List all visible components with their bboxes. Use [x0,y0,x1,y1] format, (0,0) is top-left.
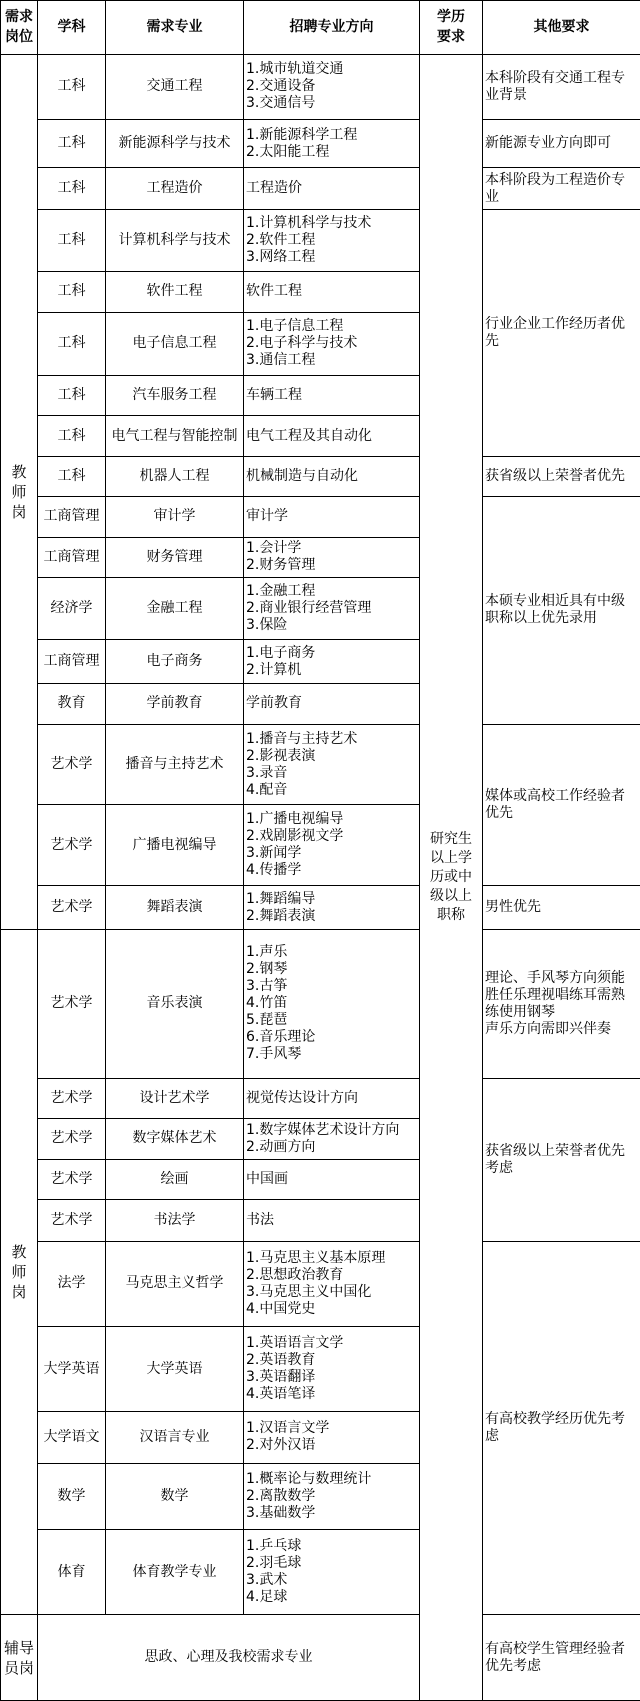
direction-item: 1.马克思主义基本原理 [246,1249,386,1266]
direction-cell [244,640,420,684]
other-requirement-cell [483,886,640,930]
major-cell: 马克思主义哲学 [106,1241,244,1326]
direction-item: 电气工程及其自动化 [246,427,372,444]
counselor-major-cell: 思政、心理及我校需求专业 [38,1615,420,1701]
direction-cell [244,1200,420,1242]
discipline-cell: 教育 [38,684,106,724]
discipline-cell: 工科 [38,375,106,415]
discipline-cell: 艺术学 [38,1078,106,1118]
major-cell: 工程造价 [106,168,244,210]
direction-item: 3.基础数学 [246,1504,316,1521]
direction-item: 书法 [246,1211,274,1228]
header-discipline: 学科 [38,1,106,55]
major-cell: 电气工程与智能控制 [106,416,244,456]
table-row [1,209,640,271]
direction-cell [244,1412,420,1463]
other-requirement-text: 本科阶段有交通工程专业背景 [485,69,625,103]
direction-item: 2.英语教育 [246,1352,316,1368]
direction-item: 2.交通设备 [246,78,316,95]
discipline-cell: 经济学 [38,578,106,640]
direction-item: 3.古筝 [246,978,288,995]
major-cell: 软件工程 [106,272,244,312]
discipline-cell: 法学 [38,1241,106,1326]
table-row [1,120,640,168]
header-direction: 招聘专业方向 [244,1,420,55]
direction-item: 3.保险 [246,617,288,634]
major-cell: 新能源科学与技术 [106,120,244,168]
major-cell: 财务管理 [106,537,244,577]
direction-item: 1.广播电视编导 [246,811,344,828]
major-cell: 舞蹈表演 [106,886,244,930]
discipline-cell: 艺术学 [38,724,106,805]
direction-item: 6.音乐理论 [246,1029,316,1046]
direction-item: 2.电子科学与技术 [246,335,358,352]
discipline-cell: 艺术学 [38,930,106,1079]
major-cell: 数学 [106,1463,244,1530]
direction-cell [244,1119,420,1159]
direction-item: 2.太阳能工程 [246,143,330,160]
direction-item: 4.英语笔译 [246,1386,316,1402]
table-row [1,724,640,805]
other-requirement-text: 声乐方向需即兴伴奏 [485,1020,611,1037]
major-cell: 计算机科学与技术 [106,209,244,271]
major-cell: 学前教育 [106,684,244,724]
major-cell: 播音与主持艺术 [106,724,244,805]
direction-item: 5.琵琶 [246,1012,288,1029]
discipline-cell: 工科 [38,312,106,375]
discipline-cell: 工商管理 [38,640,106,684]
major-cell: 审计学 [106,497,244,537]
direction-cell [244,724,420,805]
direction-item: 视觉传达设计方向 [246,1089,358,1106]
other-requirement-text: 本硕专业相近具有中级职称以上优先录用 [485,593,625,627]
education-requirement: 研究生以上学历或中级以上职称 [430,830,472,923]
header-major: 需求专业 [106,1,244,55]
direction-item: 2.钢琴 [246,961,288,978]
direction-item: 2.软件工程 [246,231,316,248]
other-requirement-text: 获省级以上荣誉者优先 [485,468,625,485]
direction-item: 3.通信工程 [246,352,316,369]
other-requirement-text: 行业企业工作经历者优先 [485,315,625,349]
discipline-cell: 工商管理 [38,497,106,537]
discipline-cell: 艺术学 [38,1119,106,1159]
direction-cell [244,930,420,1079]
major-cell: 书法学 [106,1200,244,1242]
other-requirement-cell [483,209,640,456]
other-requirement-text: 理论、手风琴方向须能胜任乐理视唱练耳需熟练使用钢琴 [485,969,625,1020]
direction-item: 1.舞蹈编导 [246,890,316,907]
post-label: 辅导员岗 [4,1638,35,1677]
direction-cell [244,416,420,456]
discipline-cell: 工科 [38,168,106,210]
direction-item: 2.舞蹈表演 [246,907,316,924]
other-requirement-cell [483,930,640,1079]
major-cell: 汉语言专业 [106,1412,244,1463]
major-cell: 电子商务 [106,640,244,684]
direction-cell [244,456,420,496]
direction-item: 2.财务管理 [246,557,316,574]
direction-item: 2.动画方向 [246,1138,316,1155]
direction-item: 4.竹笛 [246,995,288,1012]
direction-item: 1.电子商务 [246,644,316,661]
direction-item: 2.计算机 [246,661,302,678]
other-requirement-cell [483,497,640,724]
direction-item: 3.马克思主义中国化 [246,1283,372,1300]
other-requirement-text: 本科阶段为工程造价专业 [485,171,625,205]
direction-item: 学前教育 [246,695,302,712]
direction-item: 3.武术 [246,1572,288,1589]
direction-item: 4.传播学 [246,862,302,879]
discipline-cell: 大学语文 [38,1412,106,1463]
discipline-cell: 大学英语 [38,1326,106,1411]
direction-item: 1.数字媒体艺术设计方向 [246,1121,400,1138]
direction-item: 1.声乐 [246,944,288,961]
table-row [1,1078,640,1118]
direction-cell [244,375,420,415]
direction-cell [244,272,420,312]
discipline-cell: 工科 [38,209,106,271]
direction-item: 1.汉语言文学 [246,1420,330,1437]
table-row [1,168,640,210]
other-requirement-text: 媒体或高校工作经验者优先 [485,787,625,821]
other-requirement-cell [483,456,640,496]
major-cell: 汽车服务工程 [106,375,244,415]
other-requirement-cell [483,724,640,886]
direction-item: 3.录音 [246,764,288,781]
header-other: 其他要求 [483,1,640,55]
post-cell [1,54,38,930]
direction-cell [244,120,420,168]
direction-item: 4.中国党史 [246,1300,316,1317]
other-requirement-text: 新能源专业方向即可 [485,135,611,152]
header-post: 需求岗位 [1,1,38,55]
major-cell: 交通工程 [106,54,244,120]
direction-item: 1.会计学 [246,540,302,557]
major-cell: 电子信息工程 [106,312,244,375]
major-cell: 数字媒体艺术 [106,1119,244,1159]
counselor-row [1,1615,640,1701]
major-cell: 机器人工程 [106,456,244,496]
direction-cell [244,312,420,375]
direction-item: 1.电子信息工程 [246,318,344,335]
table-row [1,930,640,1079]
other-requirement-text: 获省级以上荣誉者优先考虑 [485,1142,625,1176]
direction-item: 1.播音与主持艺术 [246,730,358,747]
direction-cell [244,886,420,930]
direction-cell [244,578,420,640]
major-cell: 绘画 [106,1159,244,1199]
education-cell [420,54,483,1700]
direction-item: 3.交通信号 [246,95,316,112]
direction-cell [244,1078,420,1118]
direction-item: 审计学 [246,508,288,525]
direction-item: 1.计算机科学与技术 [246,214,372,231]
other-requirement-cell [483,120,640,168]
direction-item: 1.新能源科学工程 [246,126,358,143]
other-requirement-cell [483,168,640,210]
discipline-cell: 工科 [38,456,106,496]
direction-cell [244,684,420,724]
major-cell: 体育教学专业 [106,1530,244,1615]
direction-item: 工程造价 [246,180,302,197]
discipline-cell: 工科 [38,272,106,312]
direction-item: 中国画 [246,1170,288,1187]
direction-item: 1.金融工程 [246,583,316,600]
other-requirement-text: 有高校教学经历优先考虑 [485,1411,625,1445]
direction-item: 2.思想政治教育 [246,1266,344,1283]
direction-item: 2.影视表演 [246,747,316,764]
discipline-cell: 体育 [38,1530,106,1615]
direction-item: 2.羽毛球 [246,1555,302,1572]
header-education: 学历要求 [420,1,483,55]
header-row [1,1,640,55]
direction-item: 2.对外汉语 [246,1437,316,1454]
direction-item: 2.离散数学 [246,1487,316,1504]
table-row [1,1241,640,1326]
direction-cell [244,1326,420,1411]
discipline-cell: 工科 [38,120,106,168]
other-requirement-cell [483,54,640,120]
other-requirement-text: 男性优先 [485,899,541,916]
direction-item: 2.戏剧影视文学 [246,828,344,845]
discipline-cell: 艺术学 [38,886,106,930]
direction-cell [244,54,420,120]
table-row [1,886,640,930]
direction-item: 7.手风琴 [246,1046,302,1063]
direction-item: 4.配音 [246,781,288,798]
table-row [1,497,640,537]
other-requirement-cell: 有高校学生管理经验者优先考虑 [483,1615,640,1701]
discipline-cell: 工科 [38,54,106,120]
direction-item: 4.足球 [246,1589,288,1606]
direction-item: 2.商业银行经营管理 [246,600,372,617]
major-cell: 音乐表演 [106,930,244,1079]
discipline-cell: 艺术学 [38,805,106,886]
direction-cell [244,1241,420,1326]
major-cell: 广播电视编导 [106,805,244,886]
discipline-cell: 艺术学 [38,1159,106,1199]
post-cell [1,1615,38,1701]
direction-item: 1.概率论与数理统计 [246,1470,372,1487]
post-label: 教师岗 [11,1243,27,1302]
direction-item: 机械制造与自动化 [246,468,358,485]
major-cell: 大学英语 [106,1326,244,1411]
direction-cell [244,1530,420,1615]
direction-cell [244,537,420,577]
discipline-cell: 工商管理 [38,537,106,577]
other-requirement-cell [483,1241,640,1615]
table-row [1,54,640,120]
direction-item: 1.乒乓球 [246,1538,302,1555]
direction-item: 3.新闻学 [246,845,302,862]
direction-cell [244,1159,420,1199]
direction-item: 1.城市轨道交通 [246,61,344,78]
direction-cell [244,209,420,271]
discipline-cell: 艺术学 [38,1200,106,1242]
direction-item: 1.英语语言文学 [246,1335,344,1351]
direction-item: 软件工程 [246,283,302,300]
major-cell: 金融工程 [106,578,244,640]
post-label: 教师岗 [11,462,27,521]
direction-cell [244,168,420,210]
direction-item: 车辆工程 [246,387,302,404]
other-requirement-cell [483,1078,640,1241]
direction-cell [244,805,420,886]
direction-item: 3.网络工程 [246,248,316,265]
direction-cell [244,1463,420,1530]
table-row [1,456,640,496]
discipline-cell: 工科 [38,416,106,456]
direction-item: 3.英语翻译 [246,1369,316,1385]
post-cell [1,930,38,1615]
direction-cell [244,497,420,537]
discipline-cell: 数学 [38,1463,106,1530]
major-cell: 设计艺术学 [106,1078,244,1118]
